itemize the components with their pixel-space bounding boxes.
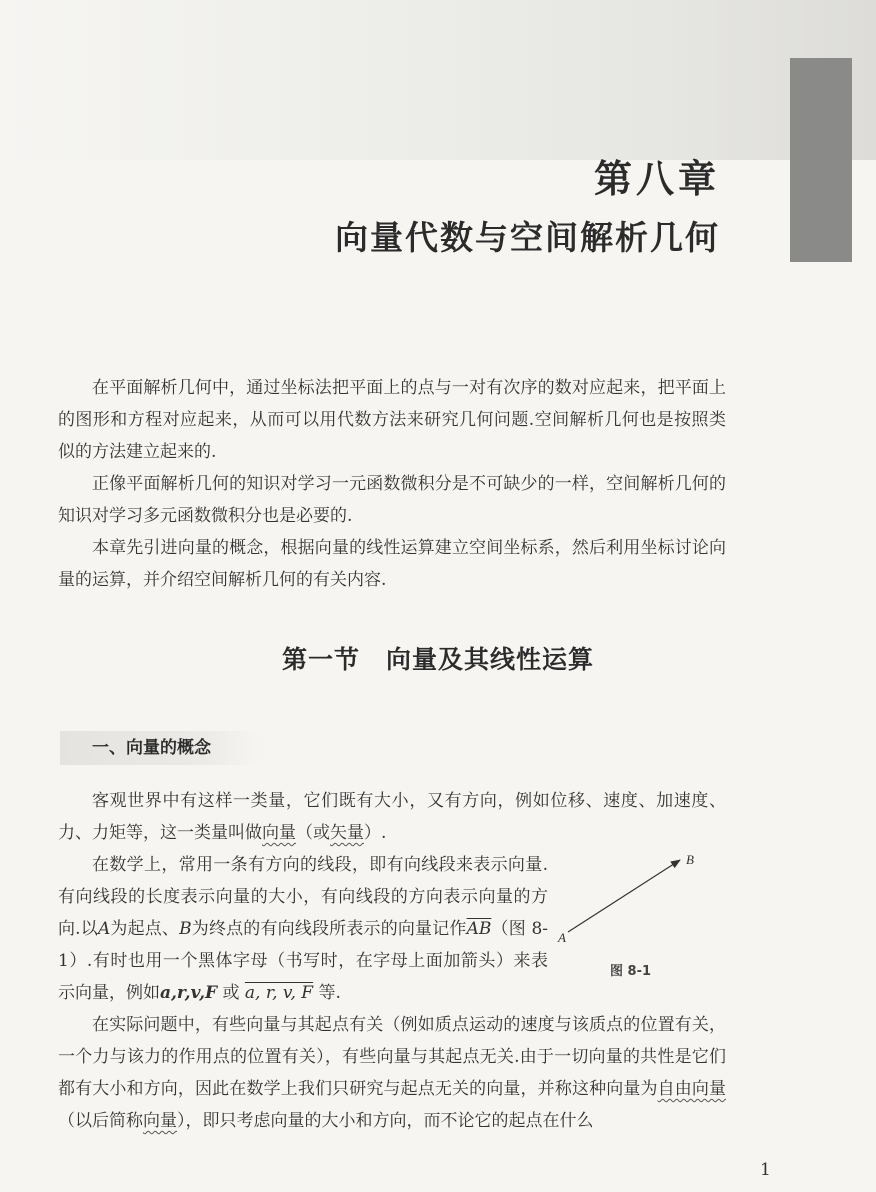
intro-paragraph-3: 本章先引进向量的概念，根据向量的线性运算建立空间坐标系，然后利用坐标讨论向量的运算，并介绍空间解析几何的有关内容. — [58, 538, 726, 590]
figure-caption: 图 8-1 — [610, 964, 652, 979]
term-vector-alt: 矢量 — [330, 823, 364, 843]
bold-vectors: a,r,v,F — [160, 983, 218, 1003]
section-heading — [0, 640, 876, 676]
body-paragraph-1 — [58, 785, 726, 849]
body-text: 在数学上，常用一条有方向的线段，即有向线段来表示向量.有向线段的长度表示向量的大小，有向线段的方向表示向量的方向.以 — [58, 855, 548, 939]
body-text: 或 — [222, 983, 240, 1003]
chapter-title: 向量代数与空间解析几何 — [335, 218, 720, 257]
body-paragraph-3 — [58, 1009, 726, 1137]
label-a: A — [558, 930, 566, 945]
point-a: A — [97, 919, 111, 939]
page-number: 1 — [760, 1160, 771, 1180]
vector-arrow — [568, 860, 680, 932]
section-title: 向量及其线性运算 — [386, 645, 595, 674]
subsection-heading: 一、向量的概念 — [60, 731, 260, 765]
body-text: （以后简称 — [58, 1111, 143, 1131]
point-b: B — [179, 919, 192, 939]
body-text: 客观世界中有这样一类量，它们既有大小，又有方向，例如位移、速度、加速度、力、力矩等，这一类量叫做 — [58, 791, 726, 843]
body-paragraph-2 — [58, 849, 548, 1009]
body-text: 为起点、 — [110, 919, 180, 939]
vector-ab: $\overline{AB}$ — [466, 919, 492, 939]
arrow-vectors: a, r, v, F — [244, 983, 314, 1003]
chapter-side-tab — [790, 58, 852, 262]
body-text: 为终点的有向线段所表示的向量记作 — [191, 919, 467, 939]
body-text: （或 — [296, 823, 330, 843]
body-text: 在实际问题中，有些向量与其起点有关（例如质点运动的速度与该质点的位置有关，一个力与该力的作用点的位置有关），有些向量与其起点无关.由于一切向量的共性是它们都有大小和方向，因此在数学上我们只研究与起点无关的向量，并称这种向量为 — [58, 1015, 726, 1099]
body-text: ），即只考虑向量的大小和方向，而不论它的起点在什么 — [177, 1111, 594, 1131]
header-background — [0, 0, 876, 160]
intro-paragraph-1: 在平面解析几何中，通过坐标法把平面上的点与一对有次序的数对应起来，把平面上的图形和方程对应起来，从而可以用代数方法来研究几何问题.空间解析几何也是按照类似的方法建立起来的. — [58, 378, 726, 462]
body-text: ）. — [364, 823, 387, 843]
body-text: 等. — [318, 983, 341, 1003]
intro-paragraph-2: 正像平面解析几何的知识对学习一元函数微积分是不可缺少的一样，空间解析几何的知识对学习多元函数微积分也是必要的. — [58, 474, 726, 526]
section-label: 第一节 — [281, 645, 360, 674]
term-free-vector: 自由向量 — [657, 1079, 727, 1099]
chapter-number: 第八章 — [593, 156, 720, 201]
label-b: B — [686, 852, 694, 867]
term-vector: 向量 — [262, 823, 296, 843]
term-vector-short: 向量 — [143, 1111, 177, 1131]
body-text: （图 8-1）.有时也用一个黑体字母（书写时，在字母上面加箭头）来表示向量，例如 — [58, 919, 549, 1003]
